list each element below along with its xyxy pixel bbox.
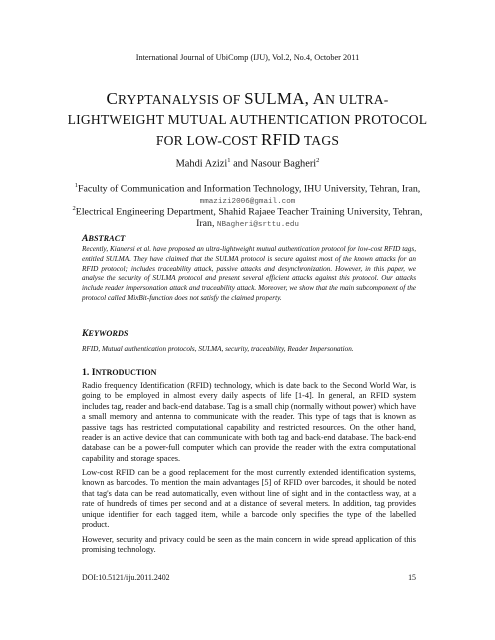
introduction-number: 1. I	[82, 367, 96, 378]
keywords-heading	[82, 328, 129, 339]
footer-page-number: 15	[408, 573, 416, 582]
title-rfid: RFID	[260, 130, 301, 149]
title-line-1	[40, 89, 455, 110]
paper-title	[40, 89, 455, 151]
intro-paragraph-2: Low-cost RFID can be a good replacement for the most currently extended identification systems, known as barcodes. To mention the main advantages [5] of RFID over barcodes, it should be noted that tag's data can be read automatically, even without line of sight and in the contactless way, at a rate of hundreds of times per second and at a distance of several meters. In addition, tag provides unique identifier for each tagged item, while a barcode only specifies the type of the labelled product.	[82, 468, 416, 530]
author-line	[0, 157, 495, 169]
abstract-heading-rest: BSTRACT	[88, 234, 126, 243]
intro-paragraph-3: However, security and privacy could be seen as the main concern in wide spread application of this promising technology.	[82, 535, 416, 555]
title-text-1: RYPTANALYSIS OF	[118, 92, 245, 107]
affiliation-1-sup: 1	[74, 182, 78, 189]
abstract-heading	[82, 233, 125, 244]
email-2[interactable]: NBagheri@srttu.edu	[216, 221, 299, 230]
keywords-heading-cap: K	[82, 328, 89, 339]
introduction-heading-rest: NTRODUCTION	[95, 368, 157, 377]
affiliation-2-sup: 2	[72, 205, 76, 212]
introduction-heading	[82, 367, 156, 378]
title-line-2: LIGHTWEIGHT MUTUAL AUTHENTICATION PROTOCOL	[67, 112, 428, 127]
abstract-text: Recently, Kianersi et al. have proposed an ultra-lightweight mutual authentication protocol for low-cost RFID tags, entitled SULMA. They have claimed that the SULMA protocol is secure against most of the known attacks for an RFID protocol; includes traceability attack, passive attacks and desynchronization. However, in this paper, we analyse the security of SULMA protocol and present several efficient attacks against this protocol. Our attacks include reader impersonation attack and traceability attack. Moreover, we show that the main subcomponent of the protocol called MixBit-function does not satisfy the claimed property.	[82, 245, 416, 302]
abstract-heading-cap: A	[82, 233, 89, 244]
title-line-3	[40, 130, 455, 151]
keywords-heading-rest: EYWORDS	[88, 329, 129, 338]
footer-doi: DOI:10.5121/iju.2011.2402	[82, 573, 170, 582]
author-2: Nasour Bagheri	[250, 158, 317, 170]
title-sulma: SULMA, A	[244, 89, 326, 108]
title-text-3: FOR LOW-COST	[155, 133, 261, 148]
affiliation-2	[70, 203, 425, 231]
author-and: and	[230, 158, 251, 170]
affiliation-2-text: Electrical Engineering Department, Shahid Rajaee Teacher Training University, Tehran, Iran,	[75, 206, 423, 230]
title-text-4: TAGS	[300, 133, 340, 148]
keywords-text: RFID, Mutual authentication protocols, SULMA, security, traceability, Reader Impersonation.	[82, 345, 354, 353]
title-cap-c: C	[106, 89, 119, 108]
affiliation-1-text: Faculty of Communication and Information Technology, IHU University, Tehran, Iran,	[78, 183, 421, 195]
intro-paragraph-1: Radio frequency Identification (RFID) technology, which is date back to the Second World War, is going to be employed in almost every daily aspects of life [1-4]. In general, an RFID system includes tag, reader and back-end database. Tag is a small chip (normally without power) which have a small memory and antenna to communicate with the reader. This type of tags that is known as passive tags has restricted computational capability and restricted resources. On the other hand, reader is an active device that can communicate with both tag and back-end database. The back-end database can be a power-full computer which can provide the reader with the extra computational capability and storage spaces.	[82, 381, 416, 463]
title-text-2: N ULTRA-	[325, 92, 389, 107]
author-2-sup: 2	[316, 157, 320, 164]
author-1: Mahdi Azizi	[175, 158, 228, 170]
email-1[interactable]: mmazizi2006@gmail.com	[199, 198, 296, 207]
journal-header: International Journal of UbiComp (IJU), Vol.2, No.4, October 2011	[135, 53, 360, 62]
author-1-sup: 1	[227, 157, 231, 164]
